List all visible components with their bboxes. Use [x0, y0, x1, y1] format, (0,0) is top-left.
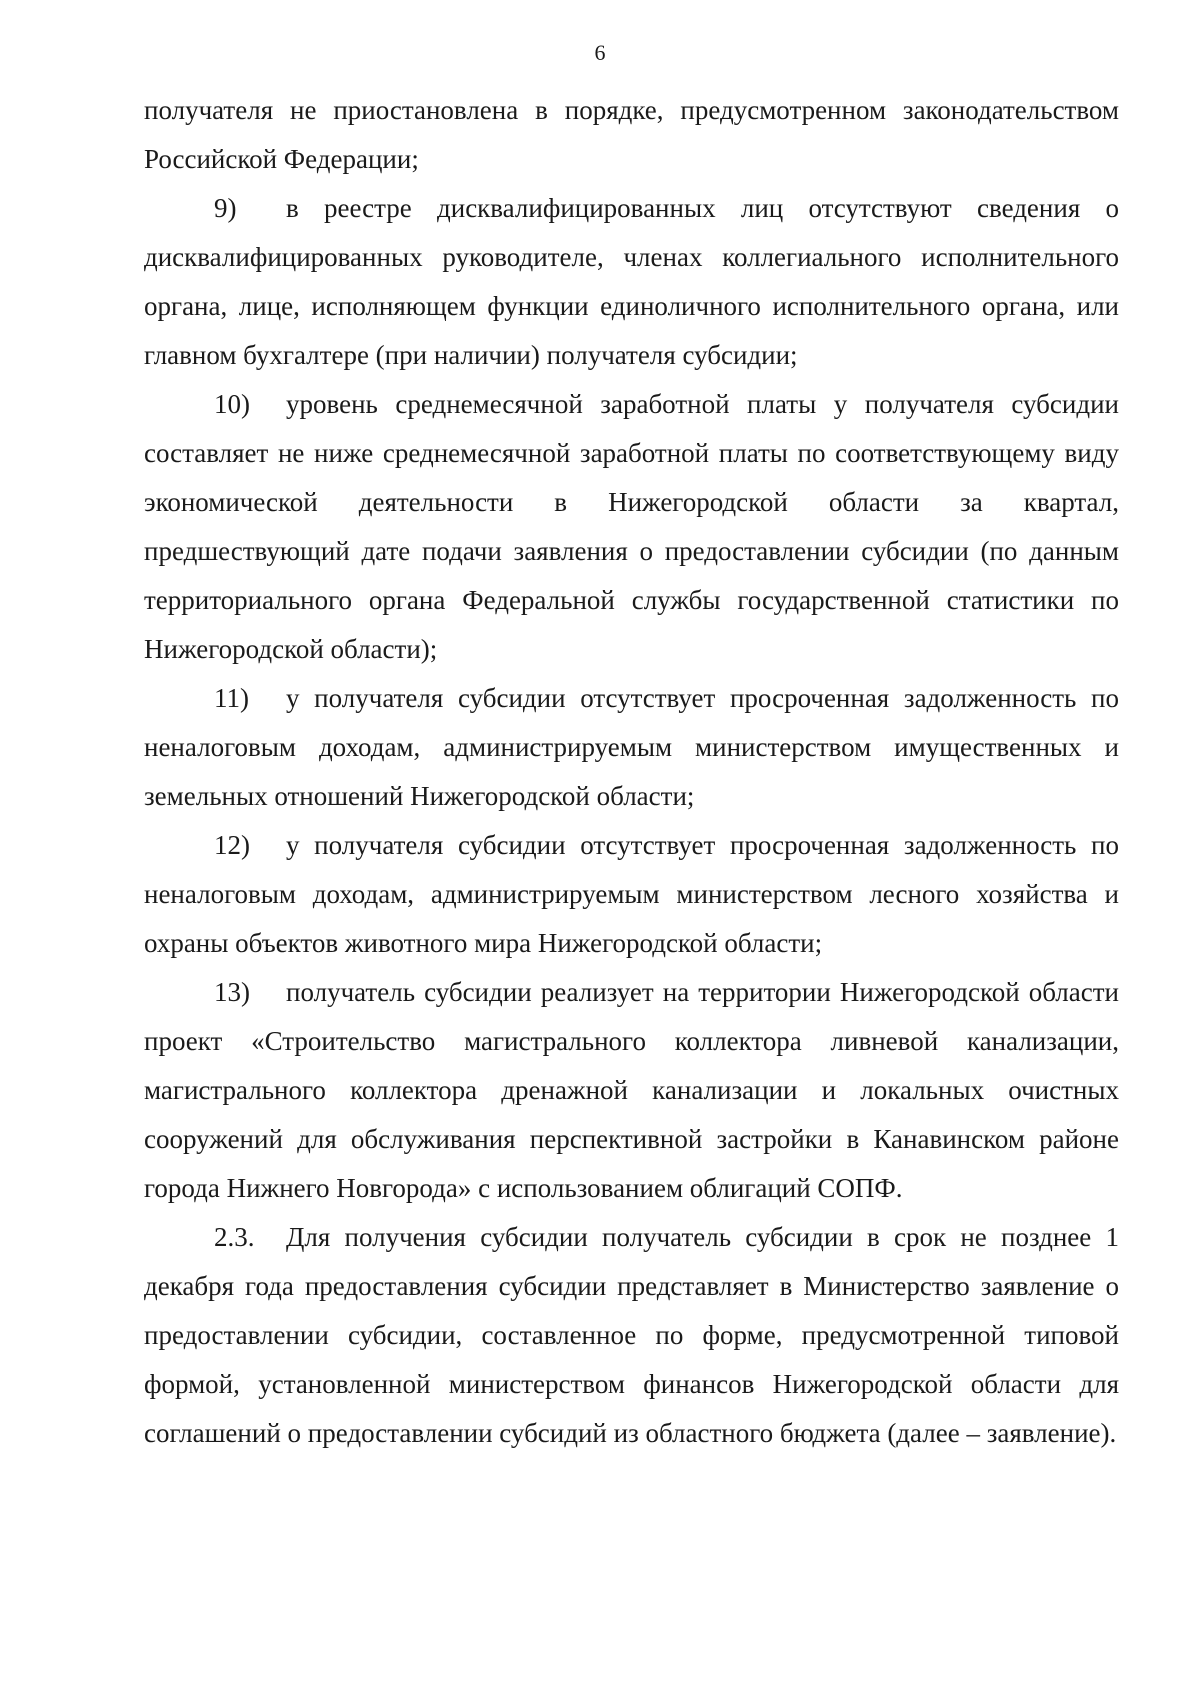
item-number: 9): [214, 193, 237, 223]
list-item-10: [144, 380, 1119, 674]
paragraph-text: получатель субсидии реализует на территории Нижегородской области проект «Строительство магистрального коллектора ливневой канализации, магистрального коллектора дренажной канализации и локальных очистных сооружений для обслуживания перспективной застройки в Канавинском районе города Нижнего Новгорода» с использованием облигаций СОПФ.: [144, 977, 1119, 1203]
paragraph-text: уровень среднемесячной заработной платы у получателя субсидии составляет не ниже среднемесячной заработной платы по соответствующему виду экономической деятельности в Нижегородской области за квартал, предшествующий дате подачи заявления о предоставлении субсидии (по данным территориального органа Федеральной службы государственной статистики по Нижегородской области);: [144, 389, 1119, 664]
item-number: 10): [214, 389, 250, 419]
paragraph-text: у получателя субсидии отсутствует просроченная задолженность по неналоговым доходам, администрируемым министерством лесного хозяйства и охраны объектов животного мира Нижегородской области;: [144, 830, 1119, 958]
list-item-13: [144, 968, 1119, 1213]
list-item-11: [144, 674, 1119, 821]
paragraph-text: Для получения субсидии получатель субсидии в срок не позднее 1 декабря года предоставления субсидии представляет в Министерство заявление о предоставлении субсидии, составленное по форме, предусмотренной типовой формой, установленной министерством финансов Нижегородской области для соглашений о предоставлении субсидий из областного бюджета (далее – заявление).: [144, 1222, 1119, 1448]
item-number: 12): [214, 830, 250, 860]
list-item-9: [144, 184, 1119, 380]
paragraph-continuation: [144, 86, 1119, 184]
paragraph-text: получателя не приостановлена в порядке, предусмотренном законодательством Российской Федерации;: [144, 95, 1119, 174]
item-number: 11): [214, 683, 249, 713]
item-number: 13): [214, 977, 250, 1007]
paragraph-text: у получателя субсидии отсутствует просроченная задолженность по неналоговым доходам, администрируемым министерством имущественных и земельных отношений Нижегородской области;: [144, 683, 1119, 811]
page-number: 6: [594, 40, 606, 65]
document-body: [144, 86, 1119, 1458]
list-item-12: [144, 821, 1119, 968]
section-2-3: [144, 1213, 1119, 1458]
section-number: 2.3.: [214, 1222, 255, 1252]
paragraph-text: в реестре дисквалифицированных лиц отсутствуют сведения о дисквалифицированных руководителе, членах коллегиального исполнительного органа, лице, исполняющем функции единоличного исполнительного органа, или главном бухгалтере (при наличии) получателя субсидии;: [144, 193, 1119, 370]
